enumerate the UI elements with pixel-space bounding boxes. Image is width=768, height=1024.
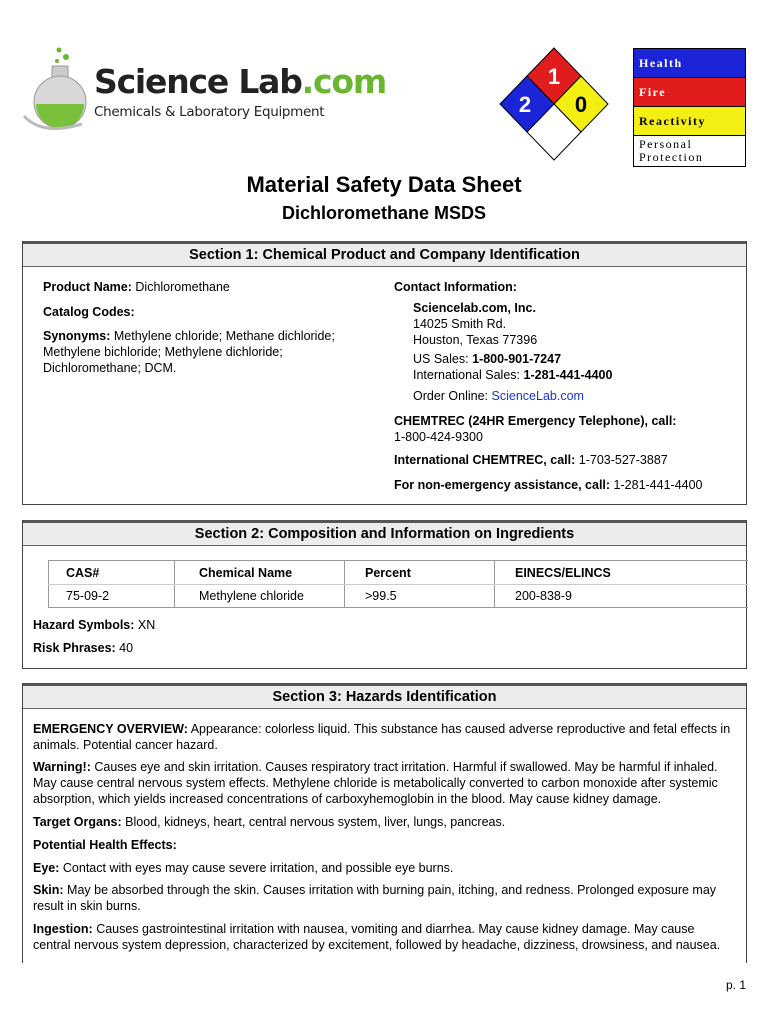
synonyms: Synonyms: Methylene chloride; Methane dichloride; Methylene bichloride; Methylene dichloride; Dichloromethane; DCM. xyxy=(43,329,335,375)
legend-personal-protection: Personal Protection xyxy=(634,136,745,166)
product-name: Product Name: Dichloromethane xyxy=(43,280,230,294)
hazard-symbols: Hazard Symbols: XN xyxy=(33,618,156,632)
chemtrec: CHEMTREC (24HR Emergency Telephone), call: 1-800-424-9300 xyxy=(394,414,677,444)
us-sales: US Sales: 1-800-901-7247 xyxy=(413,352,562,366)
target-organs: Target Organs: Blood, kidneys, heart, central nervous system, liver, lungs, pancreas. xyxy=(33,815,506,829)
order-online-link[interactable]: ScienceLab.com xyxy=(491,389,584,403)
emergency-overview: EMERGENCY OVERVIEW: Appearance: colorless liquid. This substance has caused adverse reproductive and fetal effects in animals. Potential cancer hazard. xyxy=(33,722,731,752)
nfpa-reactivity-value: 0 xyxy=(574,92,588,117)
international-sales: International Sales: 1-281-441-4400 xyxy=(413,368,613,382)
nfpa-diamond xyxy=(498,46,610,164)
column-header: Chemical Name xyxy=(174,561,344,584)
document-title: Material Safety Data Sheet xyxy=(246,172,522,197)
hazard-legend xyxy=(633,48,746,167)
table-header-row xyxy=(48,561,748,584)
sciencelab-logo xyxy=(22,46,387,136)
document-subtitle: Dichloromethane MSDS xyxy=(281,203,487,223)
page-number: p. 1 xyxy=(725,978,746,992)
eye-effects: Eye: Contact with eyes may cause severe irritation, and possible eye burns. xyxy=(33,861,454,875)
legend-reactivity: Reactivity xyxy=(634,107,745,136)
table-cell: Methylene chloride xyxy=(174,585,344,607)
section-3 xyxy=(22,683,747,963)
skin-effects: Skin: May be absorbed through the skin. Causes irritation with burning pain, itching, and redness. Prolonged exposure may result in skin burns. xyxy=(33,883,717,913)
warning: Warning!: Causes eye and skin irritation. Causes respiratory tract irritation. Harmful if swallowed. May be harmful if inhaled. May cause central nervous system effects. Methylene chloride is metabolically converted to carbon monoxide after systemic absorption, which yields increased concentrations of carboxyhemoglobin in the blood. May cause kidney damage. xyxy=(33,760,718,806)
column-header: EINECS/ELINCS xyxy=(494,561,748,584)
ingredients-table xyxy=(48,560,748,608)
potential-health-effects-label: Potential Health Effects: xyxy=(33,838,177,852)
risk-phrases: Risk Phrases: 40 xyxy=(33,641,134,655)
brand-name: Science Lab.com xyxy=(94,62,387,101)
ingestion-effects: Ingestion: Causes gastrointestinal irritation with nausea, vomiting and diarrhea. May cause kidney damage. May cause central nervous system depression, characterized by excitement, followed by headache, dizziness, drowsiness, and nausea. xyxy=(33,922,721,952)
section-1-heading: Section 1: Chemical Product and Company Identification xyxy=(23,241,746,267)
table-cell: 200-838-9 xyxy=(494,585,748,607)
contact-information-label: Contact Information: xyxy=(394,280,517,294)
nfpa-fire-value: 1 xyxy=(547,64,561,89)
section-2 xyxy=(22,520,747,669)
table-cell: 75-09-2 xyxy=(48,585,174,607)
order-online: Order Online: ScienceLab.com xyxy=(413,389,584,403)
section-2-heading: Section 2: Composition and Information on Ingredients xyxy=(23,520,746,546)
nfpa-health-value: 2 xyxy=(518,92,532,117)
column-header: CAS# xyxy=(48,561,174,584)
table-row xyxy=(48,584,748,607)
legend-fire: Fire xyxy=(634,78,745,107)
legend-health: Health xyxy=(634,49,745,78)
table-cell: >99.5 xyxy=(344,585,494,607)
non-emergency-assistance: For non-emergency assistance, call: 1-281-441-4400 xyxy=(394,478,703,492)
section-3-heading: Section 3: Hazards Identification xyxy=(23,683,746,709)
brand-tagline: Chemicals & Laboratory Equipment xyxy=(94,104,325,120)
company-address: Sciencelab.com, Inc. 14025 Smith Rd. Houston, Texas 77396 xyxy=(413,301,538,347)
international-chemtrec: International CHEMTREC, call: 1-703-527-3887 xyxy=(394,453,668,467)
section-1 xyxy=(22,241,747,505)
catalog-codes: Catalog Codes: xyxy=(43,305,135,319)
flask-icon xyxy=(22,46,92,136)
column-header: Percent xyxy=(344,561,494,584)
